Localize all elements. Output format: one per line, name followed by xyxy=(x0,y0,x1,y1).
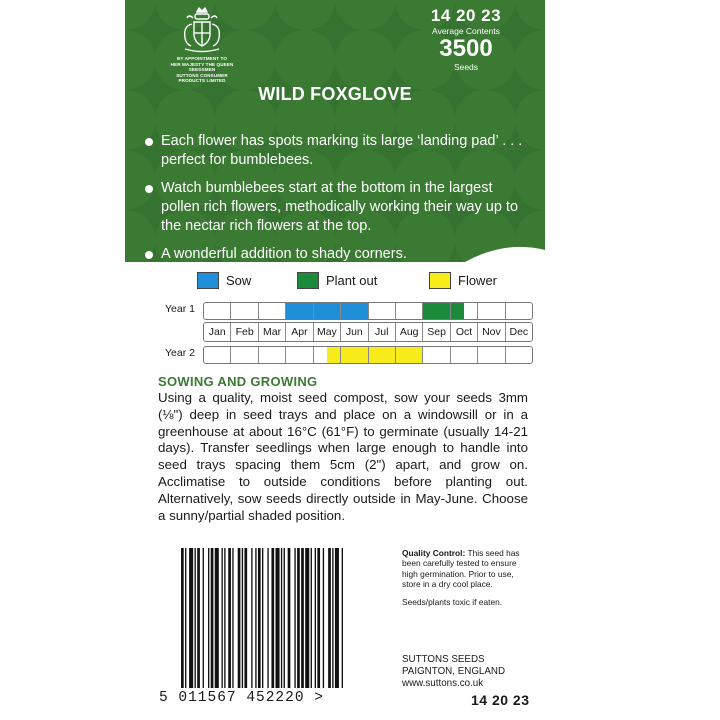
sowing-heading: SOWING AND GROWING xyxy=(158,374,318,389)
month-label: Apr xyxy=(286,323,313,341)
barcode-bar xyxy=(228,548,231,688)
year2-cells xyxy=(203,346,533,364)
month-label: Dec xyxy=(509,326,529,338)
calendar-cell-jul xyxy=(369,347,396,363)
feature-text: A wonderful addition to shady corners. xyxy=(161,246,407,262)
legend-sow-label: Sow xyxy=(226,273,252,288)
month-label: Feb xyxy=(231,323,258,341)
barcode-bar xyxy=(267,548,268,688)
seed-count: 3500 xyxy=(439,35,493,62)
flower-swatch xyxy=(429,272,451,289)
calendar-cell-sep xyxy=(423,347,450,363)
feature-text: Watch bumblebees start at the bottom in the largest pollen rich flowers, methodically working their way up to the nectar rich flowers at the top. xyxy=(161,180,519,234)
calendar-cell-dec xyxy=(506,347,532,363)
calendar-cell-feb xyxy=(231,347,258,363)
barcode-bar xyxy=(232,548,233,688)
barcode-bar xyxy=(281,548,282,688)
calendar-cell-aug xyxy=(396,303,423,319)
month-label: Oct xyxy=(451,323,478,341)
seeds-label: Seeds xyxy=(453,62,479,72)
average-contents-label: Average Contents xyxy=(432,26,500,36)
seed-packet xyxy=(125,0,545,720)
feature-item xyxy=(145,179,535,236)
feature-list xyxy=(145,132,535,262)
barcode-bar xyxy=(251,548,252,688)
company-url: www.suttons.co.uk xyxy=(402,678,484,689)
plant-out-swatch xyxy=(297,272,319,289)
month-label: May xyxy=(314,323,341,341)
calendar-cell-sep xyxy=(423,303,450,319)
warrant-line-1: BY APPOINTMENT TO xyxy=(176,56,228,61)
barcode-bar xyxy=(311,548,312,688)
packet-header xyxy=(125,0,545,262)
calendar-cell-apr xyxy=(286,303,313,319)
barcode-bar xyxy=(305,548,309,688)
barcode-bar xyxy=(328,548,331,688)
feature-item xyxy=(145,245,535,262)
barcode-bar xyxy=(288,548,291,688)
barcode-digits: 5 011567 452220 > xyxy=(159,690,324,706)
product-info xyxy=(411,6,521,72)
barcode-bar xyxy=(284,548,285,688)
barcode-bar xyxy=(211,548,214,688)
calendar-cell-mar xyxy=(259,303,286,319)
barcode-bar xyxy=(332,548,333,688)
quality-control xyxy=(402,548,527,607)
feature-text: Each flower has spots marking its large ‘landing pad’ . . . perfect for bumblebees. xyxy=(161,133,523,168)
calendar-fill xyxy=(327,347,340,363)
barcode-bar xyxy=(203,548,204,688)
calendar-legend xyxy=(197,272,517,294)
feature-item xyxy=(145,132,535,170)
calendar-cell-jun xyxy=(341,303,368,319)
product-title: WILD FOXGLOVE xyxy=(258,84,412,104)
month-row xyxy=(203,322,533,342)
barcode xyxy=(179,548,387,706)
barcode-bar xyxy=(208,548,209,688)
royal-coat-of-arms-icon xyxy=(177,6,227,56)
barcode-bar xyxy=(185,548,186,688)
calendar-cell-nov xyxy=(478,303,505,319)
warrant-line-3: SEEDSMEN xyxy=(188,67,216,73)
month-label: Jan xyxy=(204,323,231,341)
year1-cells xyxy=(203,302,533,320)
month-label: Sep xyxy=(423,323,450,341)
calendar-cell-may xyxy=(314,347,341,363)
barcode-bar xyxy=(301,548,304,688)
legend-plant-out-label: Plant out xyxy=(326,273,378,288)
month-label: Jul xyxy=(369,323,396,341)
calendar-cell-oct xyxy=(451,347,478,363)
calendar-cell-feb xyxy=(231,303,258,319)
product-code: 14 20 23 xyxy=(430,6,502,25)
barcode-bar xyxy=(276,548,280,688)
company-name: SUTTONS SEEDS xyxy=(402,654,485,665)
legend-flower xyxy=(429,272,497,289)
month-label: Jun xyxy=(341,323,368,341)
barcode-bars xyxy=(179,548,387,688)
barcode-bar xyxy=(181,548,184,688)
barcode-bar xyxy=(197,548,200,688)
barcode-bar xyxy=(255,548,256,688)
quality-text: This seed has been carefully tested to ensure high germination. Prior to use, store in a dry cool place. xyxy=(402,548,520,590)
calendar-cell-aug xyxy=(396,347,423,363)
calendar-fill xyxy=(451,303,464,319)
sowing-instructions: Using a quality, moist seed compost, sow your seeds 3mm (⅛") deep in seed trays and place on a windowsill or in a greenhouse at about 16°C (61°F) to germinate (usually 14-21 days). Transfer seedlings when large enough to handle into seed trays spacing them 5cm (2") apart, and grow on. Acclimatise to outside conditions before planting out. Alternatively, sow seeds directly outside in May-June. Choose a sunny/partial shaded position. xyxy=(158,390,528,523)
calendar-cell-may xyxy=(314,303,341,319)
legend-sow xyxy=(197,272,251,289)
calendar-cell-mar xyxy=(259,347,286,363)
barcode-bar xyxy=(244,548,247,688)
sow-swatch xyxy=(197,272,219,289)
month-label: Aug xyxy=(396,323,423,341)
calendar-cell-oct xyxy=(451,303,478,319)
calendar-cell-jan xyxy=(204,347,231,363)
barcode-bar xyxy=(262,548,263,688)
barcode-bar xyxy=(271,548,274,688)
bullet-icon xyxy=(145,251,153,259)
barcode-bar xyxy=(238,548,241,688)
month-label: Nov xyxy=(478,323,505,341)
barcode-bar xyxy=(242,548,243,688)
company-address: PAIGNTON, ENGLAND xyxy=(402,666,506,677)
barcode-bar xyxy=(195,548,196,688)
barcode-bar xyxy=(323,548,324,688)
bullet-icon xyxy=(145,185,153,193)
calendar-cell-dec xyxy=(506,303,532,319)
quality-heading: Quality Control: xyxy=(402,548,466,558)
toxic-warning: Seeds/plants toxic if eaten. xyxy=(402,596,503,607)
legend-plant-out xyxy=(297,272,377,289)
barcode-bar xyxy=(224,548,225,688)
warrant-line-5: PRODUCTS LIMITED xyxy=(178,78,226,84)
barcode-bar xyxy=(342,548,343,688)
barcode-bar xyxy=(317,548,320,688)
company-info xyxy=(402,654,537,690)
warrant-line-4: SUTTONS CONSUMER xyxy=(176,72,228,78)
calendar-cell-jun xyxy=(341,347,368,363)
calendar-cell-nov xyxy=(478,347,505,363)
legend-flower-label: Flower xyxy=(458,273,498,288)
bullet-icon xyxy=(145,138,153,146)
year1-label: Year 1 xyxy=(165,303,195,315)
calendar-cell-apr xyxy=(286,347,313,363)
warrant-line-2: HER MAJESTY THE QUEEN xyxy=(170,61,234,67)
calendar-cell-jan xyxy=(204,303,231,319)
barcode-bar xyxy=(294,548,295,688)
barcode-bar xyxy=(222,548,223,688)
barcode-bar xyxy=(315,548,316,688)
barcode-bar xyxy=(335,548,339,688)
month-label: Mar xyxy=(259,323,286,341)
barcode-bar xyxy=(189,548,193,688)
barcode-bar xyxy=(215,548,219,688)
year2-label: Year 2 xyxy=(165,347,195,359)
barcode-bar xyxy=(258,548,261,688)
footer-product-code: 14 20 23 xyxy=(471,692,530,708)
barcode-bar xyxy=(297,548,300,688)
royal-warrant xyxy=(165,6,239,84)
calendar-cell-jul xyxy=(369,303,396,319)
